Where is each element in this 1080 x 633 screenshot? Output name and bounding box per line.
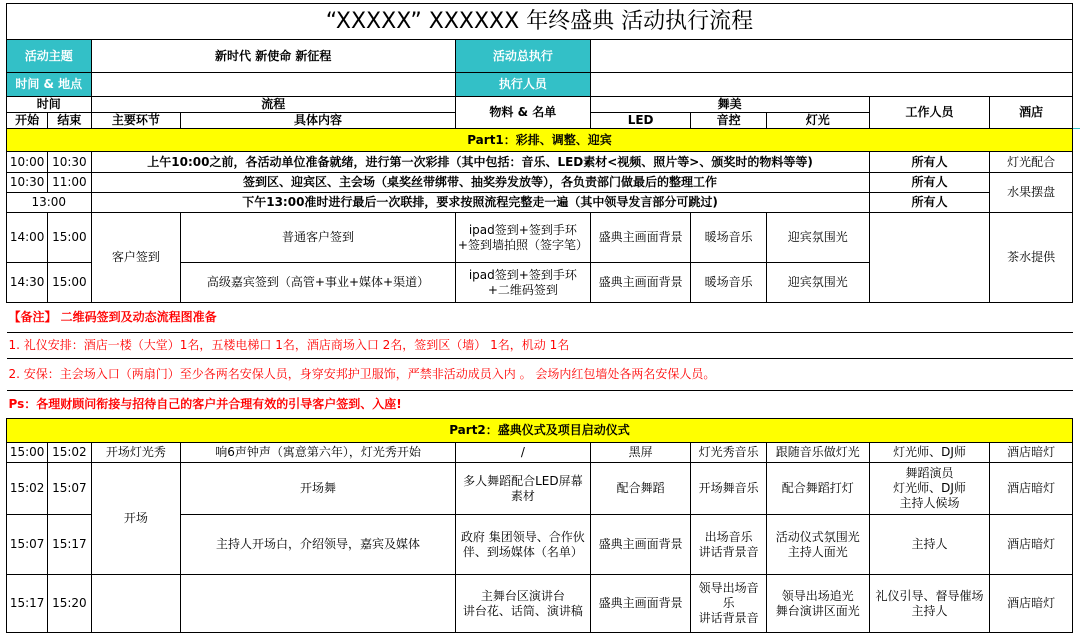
notes-item-1: 1. 礼仪安排：酒店一楼（大堂）1名，五楼电梯口 1名，酒店商场入口 2名，签到区（墙） 1名，机动 1名 [7, 333, 1073, 359]
header-main-step: 主要环节 [91, 113, 181, 129]
notes-ps: Ps：各理财顾问衔接与招待自己的客户并合理有效的引导客户签到、入座! [7, 391, 1073, 419]
part2-banner: Part2：盛典仪式及项目启动仪式 [7, 419, 1073, 443]
hotel: 酒店暗灯 [990, 443, 1073, 463]
row-staff: 所有人 [869, 173, 990, 193]
header-detail: 具体内容 [181, 113, 456, 129]
staff: 舞蹈演员 灯光师、DJ师 主持人候场 [869, 463, 990, 515]
row-content: 上午10:00之前，各活动单位准备就绪，进行第一次彩排（其中包括：音乐、LED素材<视频、照片等>、颁奖时的物料等等) [91, 152, 869, 173]
end-time: 11:00 [48, 173, 91, 193]
start-time: 15:00 [7, 443, 48, 463]
audio: 暖场音乐 [691, 263, 766, 303]
staff [869, 213, 990, 303]
notes-heading: 【备注】 二维码签到及动态流程图准备 [7, 303, 1073, 333]
start-time: 10:30 [7, 173, 48, 193]
material: ipad签到+签到手环+二维码签到 [455, 263, 590, 303]
light: 迎宾氛围光 [766, 213, 869, 263]
detail: 普通客户签到 [181, 213, 456, 263]
header-material: 物料 & 名单 [455, 97, 590, 129]
detail: 响6声钟声（寓意第六年），灯光秀开始 [181, 443, 456, 463]
header-stage: 舞美 [590, 97, 869, 113]
material: 主舞台区演讲台 讲台花、话筒、演讲稿 [455, 575, 590, 633]
part1-banner: Part1：彩排、调整、迎宾 [7, 129, 1073, 152]
table-row [7, 575, 1073, 633]
led: 盛典主画面背景 [590, 575, 691, 633]
audio: 领导出场音乐 讲话背景音 [691, 575, 766, 633]
led: 配合舞蹈 [590, 463, 691, 515]
staff: 主持人 [869, 515, 990, 575]
table-row [7, 173, 1073, 193]
audio: 灯光秀音乐 [691, 443, 766, 463]
theme-label: 活动主题 [7, 40, 92, 73]
row-hotel: 水果摆盘 [990, 173, 1073, 213]
hotel: 酒店暗灯 [990, 463, 1073, 515]
material: / [455, 443, 590, 463]
start-time: 15:02 [7, 463, 48, 515]
start-time: 14:30 [7, 263, 48, 303]
main-step: 开场灯光秀 [91, 443, 181, 463]
hotel: 酒店暗灯 [990, 515, 1073, 575]
material: 多人舞蹈配合LED屏幕素材 [455, 463, 590, 515]
led: 盛典主画面背景 [590, 213, 691, 263]
led: 盛典主画面背景 [590, 263, 691, 303]
light: 跟随音乐做灯光 [766, 443, 869, 463]
staff-label: 执行人员 [455, 73, 590, 97]
start-time: 14:00 [7, 213, 48, 263]
header-process: 流程 [91, 97, 455, 113]
table-row [7, 152, 1073, 173]
light: 活动仪式氛围光 主持人面光 [766, 515, 869, 575]
light: 领导出场追光 舞台演讲区面光 [766, 575, 869, 633]
detail: 高级嘉宾签到（高管+事业+媒体+渠道） [181, 263, 456, 303]
director-value [590, 40, 1072, 73]
led: 黑屏 [590, 443, 691, 463]
time: 13:00 [7, 193, 92, 213]
header-time: 时间 [7, 97, 92, 113]
hotel: 茶水提供 [990, 213, 1073, 303]
hotel: 酒店暗灯 [990, 575, 1073, 633]
main-step: 客户签到 [91, 213, 181, 303]
header-led: LED [590, 113, 691, 129]
table-row [7, 193, 1073, 213]
main-step [91, 575, 181, 633]
staff: 灯光师、DJ师 [869, 443, 990, 463]
end-time: 15:02 [48, 443, 91, 463]
start-time: 15:17 [7, 575, 48, 633]
header-hotel: 酒店 [990, 97, 1073, 129]
header-start: 开始 [7, 113, 48, 129]
end-time: 15:00 [48, 213, 91, 263]
audio: 暖场音乐 [691, 213, 766, 263]
row-hotel: 灯光配合 [990, 152, 1073, 173]
row-staff: 所有人 [869, 193, 990, 213]
table-row [7, 213, 1073, 263]
main-step: 开场 [91, 463, 181, 575]
audio: 出场音乐 讲话背景音 [691, 515, 766, 575]
audio: 开场舞音乐 [691, 463, 766, 515]
end-time: 15:00 [48, 263, 91, 303]
start-time: 15:07 [7, 515, 48, 575]
header-audio: 音控 [691, 113, 766, 129]
material: ipad签到+签到手环+签到墙拍照（签字笔） [455, 213, 590, 263]
header-staff: 工作人员 [869, 97, 990, 129]
notes-item-2: 2. 安保：主会场入口（两扇门）至少各两名安保人员，身穿安邦护卫服饰，严禁非活动成员入内 。 会场内红包墙处各两名安保人员。 [7, 359, 1073, 391]
table-row [7, 463, 1073, 515]
page-title: “XXXXX” XXXXXX 年终盛典 活动执行流程 [7, 4, 1073, 40]
detail [181, 575, 456, 633]
theme-value: 新时代 新使命 新征程 [91, 40, 455, 73]
time-place-label: 时间 & 地点 [7, 73, 92, 97]
row-content: 下午13:00准时进行最后一次联排，要求按照流程完整走一遍（其中领导发言部分可跳过) [91, 193, 869, 213]
schedule-table [6, 3, 1073, 633]
header-end: 结束 [48, 113, 91, 129]
detail: 开场舞 [181, 463, 456, 515]
row-content: 签到区、迎宾区、主会场（桌奖丝带绑带、抽奖券发放等），各负责部门做最后的整理工作 [91, 173, 869, 193]
material: 政府 集团领导、合作伙伴、到场媒体（名单） [455, 515, 590, 575]
detail: 主持人开场白，介绍领导，嘉宾及媒体 [181, 515, 456, 575]
staff: 礼仪引导、督导催场 主持人 [869, 575, 990, 633]
end-time: 15:17 [48, 515, 91, 575]
light: 迎宾氛围光 [766, 263, 869, 303]
led: 盛典主画面背景 [590, 515, 691, 575]
divider-line [1073, 128, 1080, 129]
end-time: 15:20 [48, 575, 91, 633]
table-row [7, 443, 1073, 463]
time-place-value [91, 73, 455, 97]
row-staff: 所有人 [869, 152, 990, 173]
header-light: 灯光 [766, 113, 869, 129]
light: 配合舞蹈打灯 [766, 463, 869, 515]
director-label: 活动总执行 [455, 40, 590, 73]
end-time: 10:30 [48, 152, 91, 173]
start-time: 10:00 [7, 152, 48, 173]
end-time: 15:07 [48, 463, 91, 515]
staff-value [590, 73, 1072, 97]
